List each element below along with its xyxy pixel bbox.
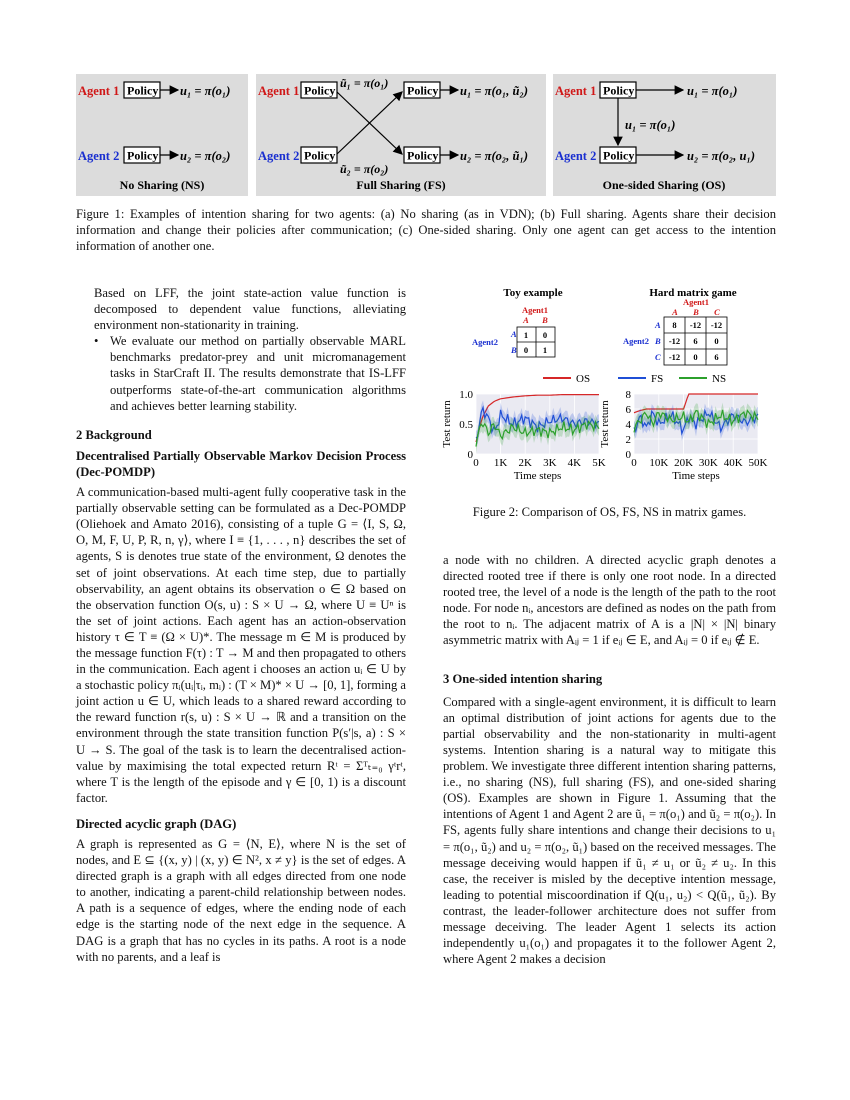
x-tick-label: 4K [567,457,582,469]
y-axis-label: Test return [599,400,611,448]
fs-policy2b-label: Policy [407,148,439,163]
dag-continuation-paragraph: a node with no children. A directed acyclic graph denotes a directed rooted tree if there is only one root node. In a directed rooted tree, the level of a node is the length of the path to the root node. For node nᵢ, ancestors are defined as nodes on the path from the root to nᵢ. The adjacent matrix of A is a |N| × |N| binary asymmetric matrix with Aᵢⱼ = 1 if eᵢⱼ ∈ E, and Aᵢⱼ = 0 if eᵢⱼ ∉ E. [443,553,776,648]
hard-cell: -12 [668,352,681,362]
figure-1-panel-ns [76,74,248,196]
x-tick-label: 1K [493,457,508,469]
x-axis-label: Time steps [672,470,720,482]
figure-1-panel-os [553,74,776,196]
x-axis-label: Time steps [513,470,562,482]
os-msg: u₁ = π(o₁) [625,118,676,132]
x-tick-label: 2K [518,457,532,469]
legend-fs: FS [651,373,664,385]
hard-cell: -12 [668,336,681,346]
fs-agent2-label: Agent 2 [258,149,300,163]
ns-out2: u₂ = π(o₂) [180,149,231,163]
subsection-dag-title: Directed acyclic graph (DAG) [76,816,237,831]
figure-2-legend [543,373,726,385]
decpomdp-paragraph: A communication-based multi-agent fully cooperative task in the partially observable setting can be formulated as a Dec-POMDP (Oliehoek and Amato 2016), consisting of a tuple G = ⟨I, S, Ω, O, M, F, U, P, R, n, γ⟩, where I ≡ {1, . . . , n} describes the set of agents, S is denotes true state of the environment, Ω denotes the set of joint observations. At each time step, due to partially observability, an agent obtains its observation o ∈ Ω based on the observation function O(s, u) : S × U → Ω, where U ≡ Uⁿ is the set of joint actions. Each agent has an action-observation history τ ∈ T ≡ (Ω × U)*. The message m ∈ M is produced by the message function F(τ) : T → M and then propagated to others in the communication. Each agent i chooses an action uᵢ ∈ U by a stochastic policy πᵢ(uᵢ|τᵢ, mᵢ) : (T × M)* × U → [0, 1], forming a joint action u ∈ U, which leads to a shared reward according to the reward function r(s, u) : S × U → ℝ and a transition on the environment through the state transition function P(s′|s, a) : S × U → S. The goal of the task is to learn the decentralised action-value by maximising the total expected return Rᵗ = Σᵀₜ₌₀ γᵗrᵗ, where T is the length of the episode and γ ∈ [0, 1) is a discount factor. [76,485,406,805]
fs-policy1b-label: Policy [407,83,439,98]
fs-policy1a-label: Policy [304,83,336,98]
hard-agent2-label: Agent2 [623,336,649,346]
ns-agent1-label: Agent 1 [78,84,120,98]
fs-agent1-label: Agent 1 [258,84,300,98]
toy-agent2-label: Agent2 [472,337,498,347]
toy-cell: 1 [523,330,529,340]
os-title: One-sided Sharing (OS) [602,178,726,192]
figure-1-caption: Figure 1: Examples of intention sharing for two agents: (a) No sharing (as in VDN); (b) Full sharing. Agents share their decision information and change their policies after communication; (c) One-sided sharing. Only one agent can get access to the intention information of another one. [76,207,776,254]
hard-cell: 6 [693,336,698,346]
hard-cell: 0 [714,336,719,346]
x-tick-label: 30K [698,457,718,469]
subsection-decpomdp-title: Decentralised Partially Observable Markov Decision Process (Dec-POMDP) [76,448,406,479]
hard-cell: -12 [689,320,702,330]
y-tick-label: 4 [625,419,631,431]
y-tick-label: 8 [625,389,631,401]
contribution-bullet [94,333,406,413]
os-out1: u₁ = π(o₁) [687,84,738,98]
hard-col-c: C [714,307,720,317]
hard-col-b: B [693,307,699,317]
fs-out1: u₁ = π(o₁, ũ₂) [460,84,528,98]
y-tick-label: 6 [625,404,631,416]
os-agent2-label: Agent 2 [555,149,597,163]
os-out2: u₂ = π(o₂, u₁) [687,149,755,163]
bullet-dot: • [94,334,99,349]
toy-row-b: B [511,345,517,355]
fs-msg1: ũ₁ = π(o₁) [340,76,389,90]
y-tick-label: 0 [467,449,473,461]
section-2-title: 2 Background [76,427,152,442]
toy-cell: 0 [523,345,529,355]
hard-row-a: A [655,320,661,330]
hard-cell: 0 [693,352,698,362]
ns-policy2-label: Policy [127,148,159,163]
x-tick-label: 20K [674,457,694,469]
figure-2-caption: Figure 2: Comparison of OS, FS, NS in matrix games. [472,505,747,519]
hard-cell: -12 [710,320,723,330]
x-tick-label: 5K [592,457,606,469]
fs-out2: u₂ = π(o₂, ũ₁) [460,149,528,163]
fs-title: Full Sharing (FS) [356,178,446,192]
ns-policy1-label: Policy [127,83,159,98]
section-3-paragraph: Compared with a single-agent environment, it is difficult to learn an optimal distribution of joint actions for agents due to the partial observability and the non-stationarity in multi-agent systems. Intention sharing is a natural way to mitigate this problem. We investigate three different intention sharing patterns, i.e., no sharing (NS), full sharing (FS), and one-sided sharing (OS). Examples are shown in Figure 1. Assuming that the intentions of Agent 1 and Agent 2 are ũ₁ = π(o₁) and ũ₂ = π(o₂). In FS, agents fully share intentions and change their decisions to u₁ = π(o₁, ũ₂) and u₂ = π(o₂, ũ₁) based on the received messages. The message deceiving would happen if ũ₁ ≠ u₁ or ũ₂ ≠ u₂. In this case, the receiver is misled by the deceptive intention message, leading to potential miscoordination if Q(u₁, u₂) < Q(ũ₁, ũ₂). By contrast, the leader-follower architecture does not suffer from message deceiving. The leader Agent 1 selects its action independently u₁(o₁) and propagates it to the follower Agent 2, where Agent 2 makes a decision [443,694,776,967]
y-axis-label: Test return [441,400,453,448]
toy-example-title: Toy example [503,287,563,299]
section-3-title: 3 One-sided intention sharing [443,671,603,686]
hard-cell: 6 [714,352,719,362]
hard-matrix-plot [599,389,768,482]
x-tick-label: 0 [631,457,637,469]
y-tick-label: 2 [625,434,631,446]
intro-paragraph: Based on LFF, the joint state-action value function is decomposed to dependent value functions, alleviating environment non-stationarity in training. [94,286,406,333]
x-tick-label: 0 [473,457,479,469]
hard-agent1-label: Agent1 [683,297,709,307]
figure-1 [76,74,776,196]
ns-agent2-label: Agent 2 [78,149,120,163]
hard-cell: 8 [672,320,677,330]
hard-row-c: C [655,352,661,362]
hard-matrix-title: Hard matrix game [649,287,737,299]
y-tick-label: 0 [625,449,631,461]
contribution-bullet-text: We evaluate our method on partially observable MARL benchmarks predator-prey and unit micromanagement tasks in StarCraft II. The results demonstrate that IS-LFF outperforms state-of-the-art communication algorithms and achieves better learning stability. [110,334,406,413]
figure-2 [443,282,776,492]
toy-example-plot [441,389,606,482]
x-tick-label: 3K [543,457,557,469]
legend-ns: NS [712,373,727,385]
x-tick-label: 50K [748,457,768,469]
ns-out1: u₁ = π(o₁) [180,84,231,98]
os-policy2-label: Policy [603,148,635,163]
right-column [443,552,776,967]
x-tick-label: 10K [649,457,669,469]
toy-cell: 1 [542,345,548,355]
hard-col-a: A [672,307,678,317]
toy-agent1-label: Agent1 [522,305,548,315]
ns-title: No Sharing (NS) [119,178,205,192]
legend-os: OS [576,373,591,385]
hard-row-b: B [655,336,661,346]
toy-cell: 0 [542,330,548,340]
figure-1-panel-fs [256,74,546,196]
left-column [76,285,406,965]
toy-col-b: B [542,315,548,325]
os-agent1-label: Agent 1 [555,84,597,98]
y-tick-label: 0.5 [459,419,473,431]
fs-msg2: ũ₂ = π(o₂) [340,162,389,176]
os-policy1-label: Policy [603,83,635,98]
toy-col-a: A [523,315,529,325]
x-tick-label: 40K [723,457,743,469]
y-tick-label: 1.0 [459,389,473,401]
fs-policy2a-label: Policy [304,148,336,163]
dag-paragraph: A graph is represented as G = ⟨N, E⟩, where N is the set of nodes, and E ⊆ {(x, y) | (x, y) ∈ N², x ≠ y} is the set of edges. A directed graph is a graph with all edges directed from one node to another, indicating a parent-child relationship between nodes. A path is a sequence of edges, where the ending node of each edge is the starting node of the next edge in the sequence. A DAG is a graph that has no cycles in its paths. A root is a node with no parents, and a leaf is [76,837,406,964]
toy-row-a: A [511,329,517,339]
